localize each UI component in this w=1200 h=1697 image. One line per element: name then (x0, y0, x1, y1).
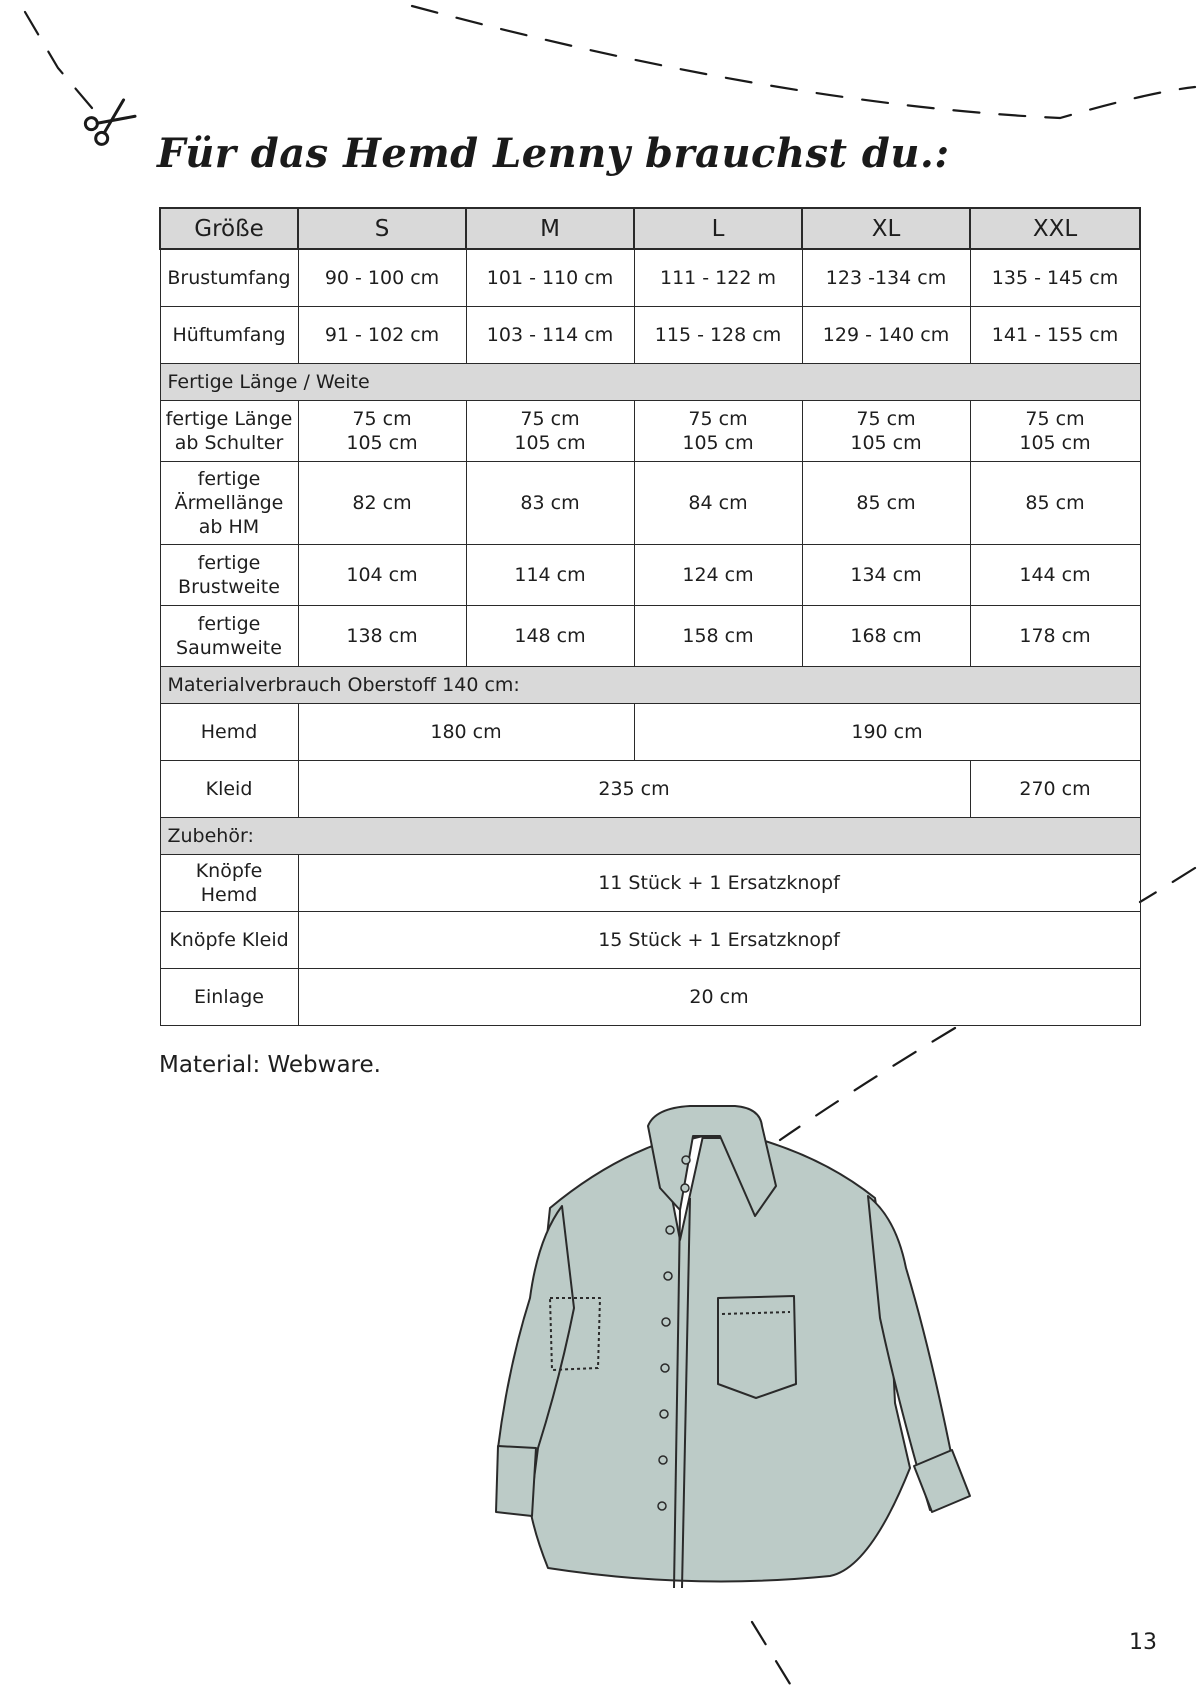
value-line: 105 cm (346, 432, 418, 454)
label-line: Ärmellänge (174, 492, 284, 514)
label-line: fertige (197, 552, 261, 574)
table-row (160, 606, 1140, 667)
table-cell (802, 401, 970, 462)
table-cell: 91 - 102 cm (298, 307, 466, 364)
size-header-l: L (634, 208, 802, 249)
size-header-xl: XL (802, 208, 970, 249)
table-cell: 111 - 122 m (634, 249, 802, 307)
table-cell: 178 cm (970, 606, 1140, 667)
value-line: 105 cm (1019, 432, 1091, 454)
table-cell: 141 - 155 cm (970, 307, 1140, 364)
size-header-xxl: XXL (970, 208, 1140, 249)
table-cell: 85 cm (802, 462, 970, 545)
row-label: Knöpfe Hemd (160, 855, 298, 912)
row-label: Hüftumfang (160, 307, 298, 364)
size-header-row (160, 208, 1140, 249)
table-cell: 148 cm (466, 606, 634, 667)
value-line: 105 cm (514, 432, 586, 454)
size-header-m: M (466, 208, 634, 249)
size-header-s: S (298, 208, 466, 249)
row-label: Brustumfang (160, 249, 298, 307)
section-row (160, 667, 1140, 704)
button (658, 1502, 666, 1510)
table-cell: 82 cm (298, 462, 466, 545)
table-cell: 134 cm (802, 545, 970, 606)
table-cell: 11 Stück + 1 Ersatzknopf (298, 855, 1140, 912)
section-row (160, 818, 1140, 855)
row-label: Einlage (160, 969, 298, 1026)
value-line: 75 cm (688, 408, 748, 430)
table-row (160, 249, 1140, 307)
page-number: 13 (1129, 1630, 1157, 1655)
table-row (160, 855, 1140, 912)
label-line: Saumweite (176, 637, 282, 659)
button (666, 1226, 674, 1234)
table-row (160, 761, 1140, 818)
table-cell: 115 - 128 cm (634, 307, 802, 364)
row-label: Knöpfe Kleid (160, 912, 298, 969)
button (661, 1364, 669, 1372)
button (664, 1272, 672, 1280)
table-cell: 15 Stück + 1 Ersatzknopf (298, 912, 1140, 969)
button (660, 1410, 668, 1418)
table-row (160, 704, 1140, 761)
table-row (160, 401, 1140, 462)
value-line: 75 cm (352, 408, 412, 430)
section-heading: Zubehör: (160, 818, 1140, 855)
row-label (160, 545, 298, 606)
table-cell (634, 401, 802, 462)
table-cell (466, 401, 634, 462)
table-cell: 90 - 100 cm (298, 249, 466, 307)
table-cell: 129 - 140 cm (802, 307, 970, 364)
button (681, 1184, 689, 1192)
label-line: fertige (197, 468, 261, 490)
table-cell: 103 - 114 cm (466, 307, 634, 364)
table-cell: 190 cm (634, 704, 1140, 761)
table-cell: 270 cm (970, 761, 1140, 818)
value-line: 105 cm (850, 432, 922, 454)
label-line: fertige Länge (165, 408, 293, 430)
table-cell: 180 cm (298, 704, 634, 761)
size-header-label: Größe (160, 208, 298, 249)
value-line: 75 cm (520, 408, 580, 430)
table-cell: 20 cm (298, 969, 1140, 1026)
table-cell: 135 - 145 cm (970, 249, 1140, 307)
table-cell: 114 cm (466, 545, 634, 606)
label-line: Brustweite (178, 576, 280, 598)
table-cell (970, 401, 1140, 462)
button (682, 1156, 690, 1164)
row-label (160, 606, 298, 667)
material-note: Material: Webware. (159, 1052, 381, 1078)
value-line: 75 cm (1025, 408, 1085, 430)
table-row (160, 307, 1140, 364)
table-cell: 124 cm (634, 545, 802, 606)
label-line: ab Schulter (174, 432, 284, 454)
table-cell: 85 cm (970, 462, 1140, 545)
section-heading: Fertige Länge / Weite (160, 364, 1140, 401)
row-label (160, 401, 298, 462)
table-cell: 84 cm (634, 462, 802, 545)
table-cell: 158 cm (634, 606, 802, 667)
label-line: fertige (197, 613, 261, 635)
shirt-illustration (490, 1098, 1036, 1598)
table-cell: 138 cm (298, 606, 466, 667)
row-label: Hemd (160, 704, 298, 761)
button (662, 1318, 670, 1326)
section-row (160, 364, 1140, 401)
table-cell: 83 cm (466, 462, 634, 545)
table-cell: 104 cm (298, 545, 466, 606)
section-heading: Materialverbrauch Oberstoff 140 cm: (160, 667, 1140, 704)
table-cell (298, 401, 466, 462)
label-line: ab HM (198, 516, 260, 538)
table-cell: 144 cm (970, 545, 1140, 606)
left-cuff (496, 1446, 536, 1516)
value-line: 75 cm (856, 408, 916, 430)
size-chart-table (159, 207, 1141, 1026)
table-row (160, 912, 1140, 969)
row-label (160, 462, 298, 545)
scissors-icon (83, 96, 138, 147)
table-cell: 168 cm (802, 606, 970, 667)
table-row (160, 969, 1140, 1026)
table-cell: 123 -134 cm (802, 249, 970, 307)
table-row (160, 545, 1140, 606)
table-cell: 235 cm (298, 761, 970, 818)
row-label: Kleid (160, 761, 298, 818)
table-row (160, 462, 1140, 545)
value-line: 105 cm (682, 432, 754, 454)
table-cell: 101 - 110 cm (466, 249, 634, 307)
button (659, 1456, 667, 1464)
page-title: Für das Hemd Lenny brauchst du.: (157, 130, 950, 177)
